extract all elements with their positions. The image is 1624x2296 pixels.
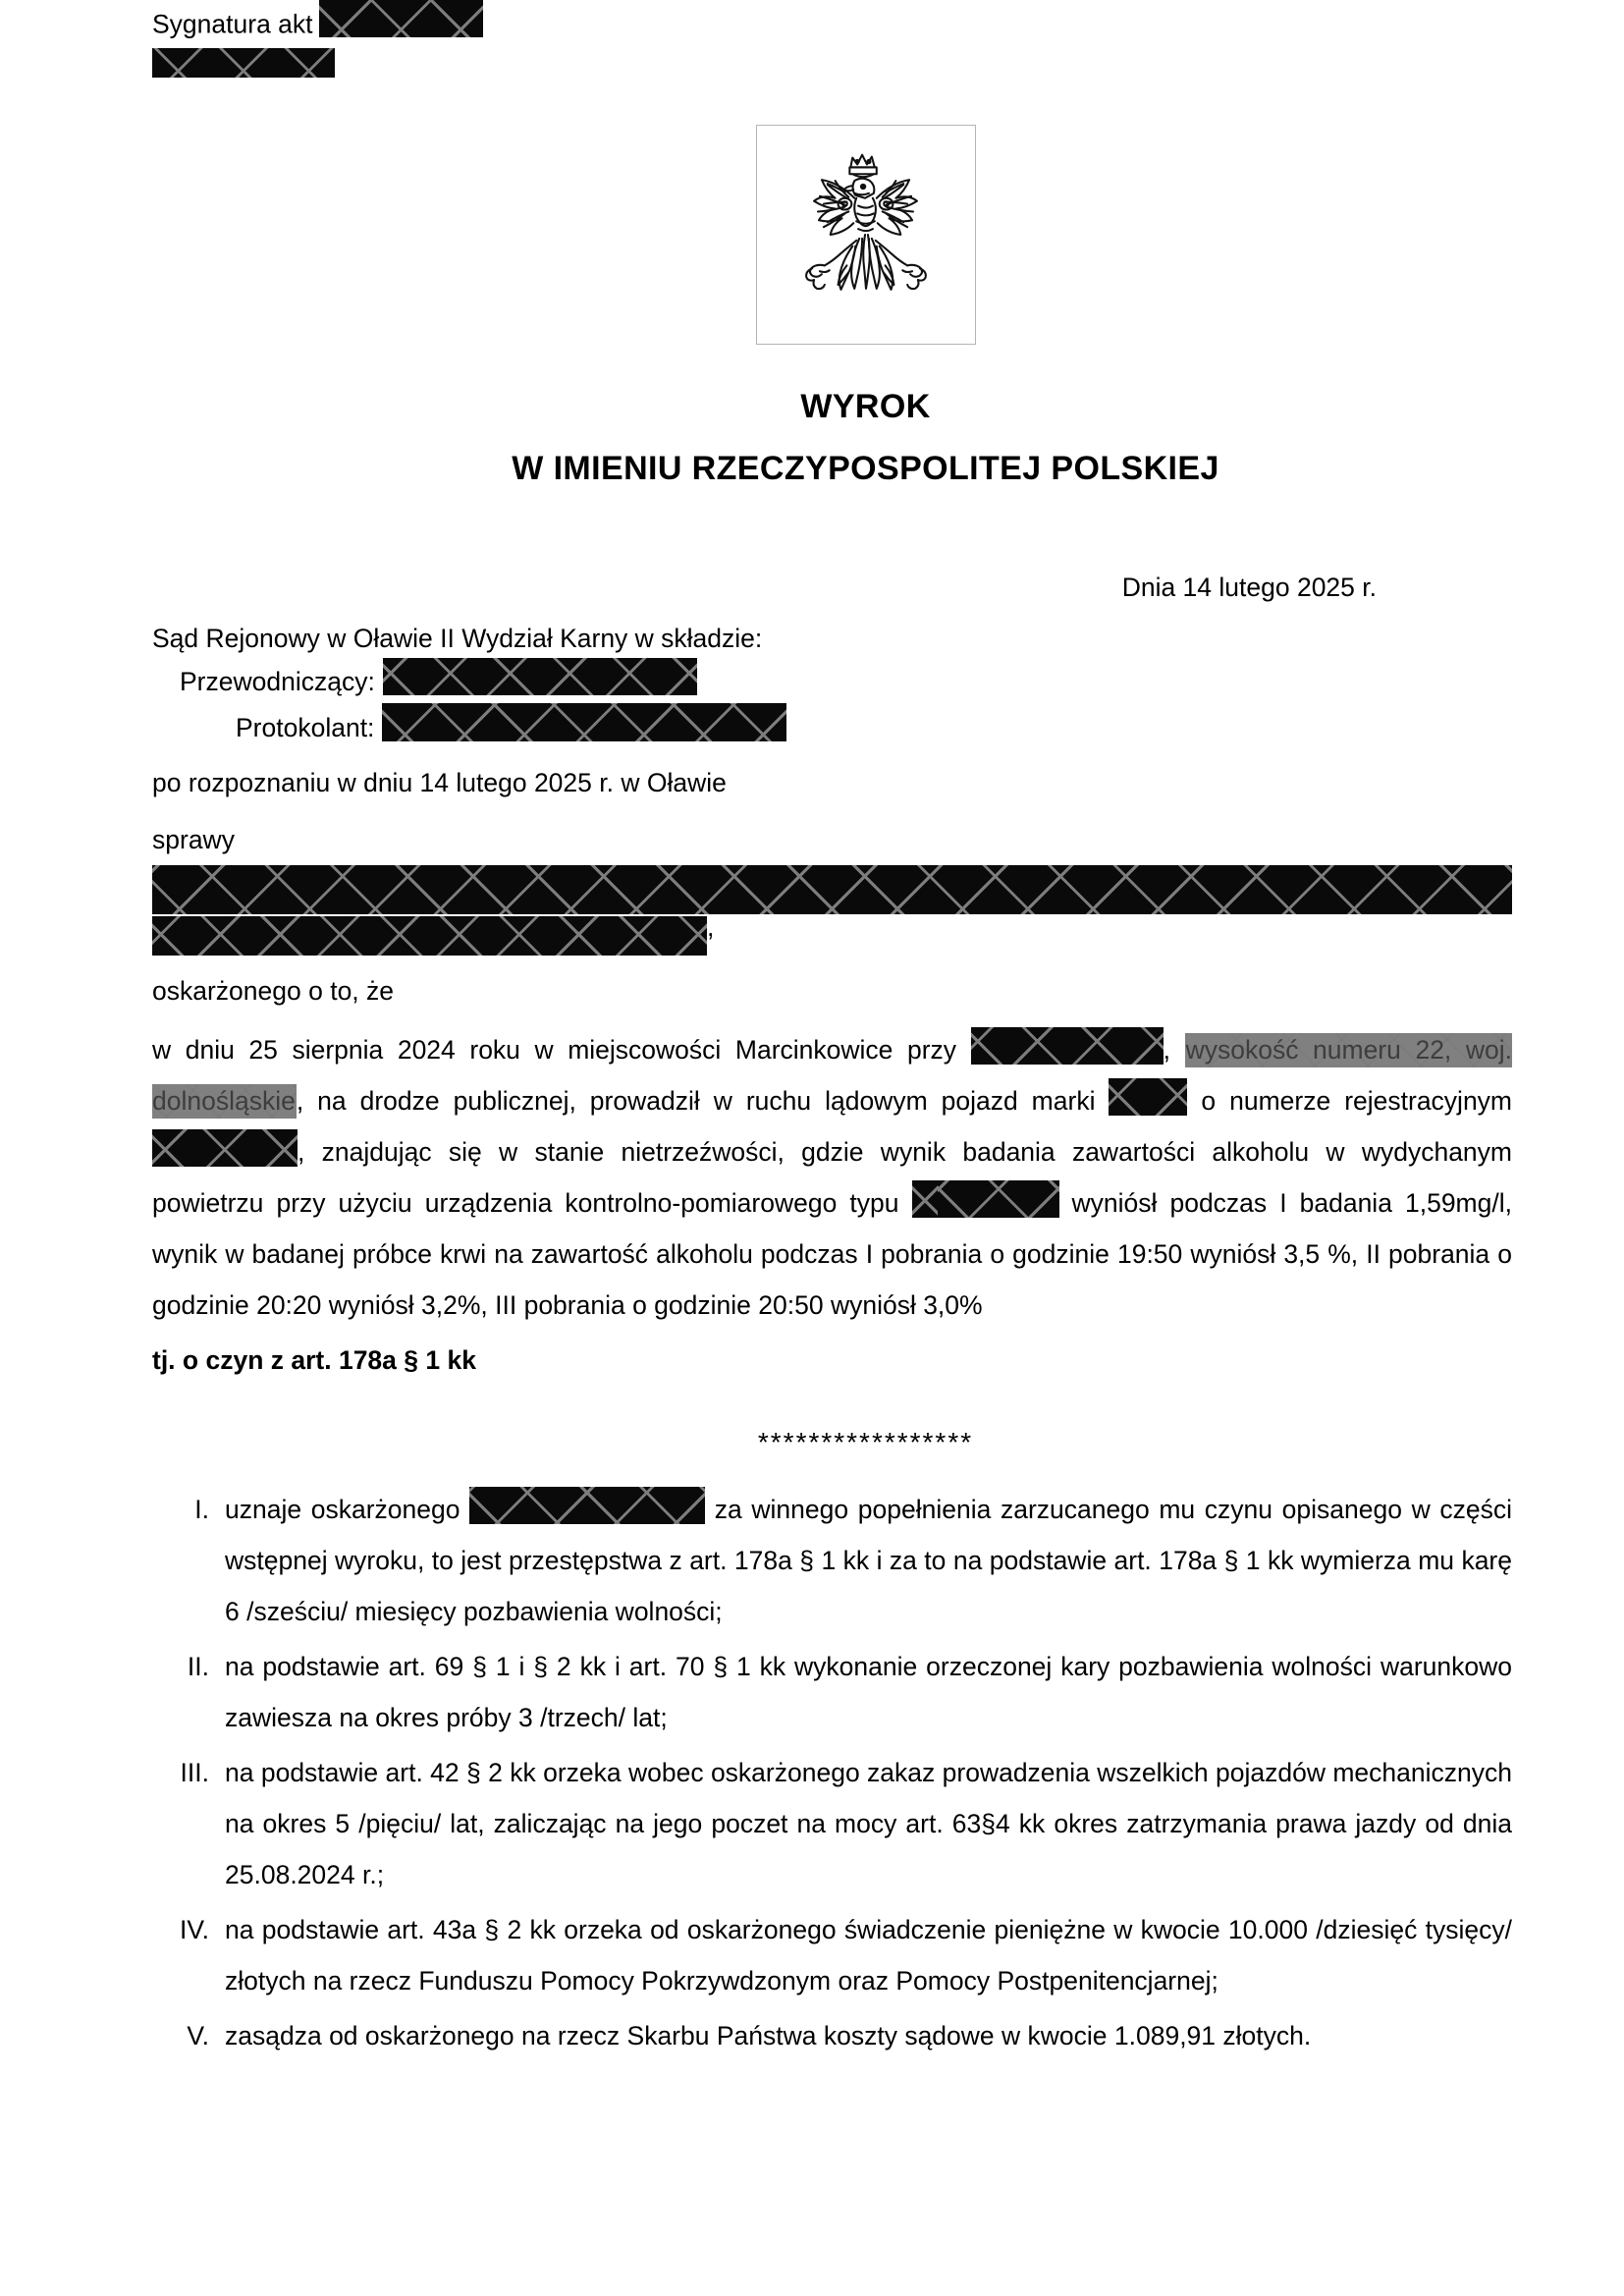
redaction-bar-party-line-2	[152, 916, 707, 956]
verdict-1-text-after: za winnego popełnienia zarzucanego mu czynu opisanego w części wstępnej wyroku, to jest przestępstwa z art. 178a § 1 kk i za to na podstawie art. 178a § 1 kk wymierza mu karę 6 /sześciu/ miesięcy pozbawienia wolności;	[225, 1495, 1512, 1627]
asterisk-divider: *****************	[757, 1427, 974, 1458]
document-content	[152, 0, 1512, 2065]
verdict-numeral: III.	[180, 1758, 209, 1788]
list-item	[152, 2010, 1512, 2061]
list-item	[152, 1641, 1512, 1743]
verdict-1-text-before: uznaje oskarżonego	[225, 1495, 470, 1525]
panel-role-label-clerk: Protokolant:	[236, 712, 375, 742]
file-reference-label: Sygnatura akt	[152, 9, 313, 39]
redaction-bar-presiding-judge	[383, 658, 697, 695]
verdict-numeral: V.	[187, 2021, 209, 2051]
emblem-container	[152, 125, 1512, 345]
panel-row-presiding	[152, 658, 1512, 704]
polish-eagle-icon	[770, 138, 962, 331]
redaction-bar-defendant-name	[469, 1487, 705, 1524]
charge-segment-6: wyniósł podczas I badania 1,59mg/l, wynik w badanej próbce krwi na zawartość alkoholu podczas I pobrania o godzinie 19:50 wyniósł 3,5 %, II pobrania o godzinie 20:20 wyniósł 3,2%, III pobrania o godzinie 20:50 wyniósł 3,0%	[152, 1188, 1512, 1321]
charge-segment-2: ,	[1163, 1035, 1185, 1066]
file-reference-line	[152, 0, 1512, 46]
list-item	[152, 1904, 1512, 2006]
redaction-bar-file-reference	[319, 0, 483, 37]
page-subtitle: W IMIENIU RZECZYPOSPOLITEJ POLSKIEJ	[512, 449, 1219, 487]
verdict-numeral: IV.	[180, 1915, 209, 1945]
charge-segment-1: w dniu 25 sierpnia 2024 roku w miejscowości Marcinkowice przy	[152, 1035, 971, 1066]
charge-segment-5: , znajdując się w stanie nietrzeźwości, gdzie wynik badania zawartości alkoholu w wydychanym powietrzu przy użyciu urządzenia kontrolno-pomiarowego typu	[152, 1137, 1512, 1219]
verdict-text: na podstawie art. 42 § 2 kk orzeka wobec oskarżonego zakaz prowadzenia wszelkich pojazdów mechanicznych na okres 5 /pięciu/ lat, zaliczając na jego poczet na mocy art. 63§4 kk okres zatrzymania prawa jazdy od dnia 25.08.2024 r.;	[225, 1758, 1512, 1890]
court-composition-line: Sąd Rejonowy w Oławie II Wydział Karny w składzie:	[152, 623, 763, 653]
emblem-box	[756, 125, 976, 345]
verdict-text: na podstawie art. 69 § 1 i § 2 kk i art. 70 § 1 kk wykonanie orzeczonej kary pozbawienia wolności warunkowo zawiesza na okres próby 3 /trzech/ lat;	[225, 1652, 1512, 1733]
redaction-bar-clerk	[382, 703, 786, 740]
verdict-text: na podstawie art. 43a § 2 kk orzeka od oskarżonego świadczenie pieniężne w kwocie 10.000 /dziesięć tysięcy/ złotych na rzecz Funduszu Pomocy Pokrzywdzonym oraz Pomocy Postpenitencjarnej;	[225, 1915, 1512, 1996]
hearing-line: po rozpoznaniu w dniu 14 lutego 2025 r. w Oławie	[152, 767, 727, 797]
redaction-bar-plate-number	[152, 1129, 298, 1167]
page-title: WYROK	[800, 387, 931, 425]
verdict-numeral: II.	[187, 1652, 209, 1682]
verdict-date: Dnia 14 lutego 2025 r.	[1121, 572, 1377, 602]
party-line-2-wrap	[152, 911, 1512, 957]
list-item	[152, 1484, 1512, 1637]
charge-paragraph	[152, 1024, 1512, 1331]
verdict-numeral: I.	[194, 1495, 209, 1525]
verdict-text	[225, 1484, 1512, 1637]
list-item	[152, 1747, 1512, 1900]
redaction-bar-party-line-1	[152, 865, 1512, 914]
verdict-list	[152, 1484, 1512, 2061]
panel-row-clerk	[152, 703, 1512, 749]
panel-role-label-presiding: Przewodniczący:	[180, 667, 375, 697]
legal-basis-line: tj. o czyn z art. 178a § 1 kk	[152, 1345, 476, 1376]
charge-segment-3: , na drodze publicznej, prowadził w ruchu lądowym pojazd marki	[296, 1086, 1110, 1117]
party-trailing-comma: ,	[707, 911, 715, 942]
highlighted-address-text: wysokość numeru 22, woj. dolnośląskie	[152, 1033, 1512, 1119]
accused-of-line: oskarżonego o to, że	[152, 976, 395, 1007]
verdict-text: zasądza od oskarżonego na rzecz Skarbu Państwa koszty sądowe w kwocie 1.089,91 złotych.	[225, 2021, 1312, 2051]
redaction-bar-device-type-b	[938, 1180, 1059, 1218]
redaction-bar-vehicle-make	[1109, 1078, 1187, 1116]
charge-segment-4: o numerze rejestracyjnym	[1187, 1086, 1513, 1117]
redaction-bar-file-reference-second-line	[152, 48, 335, 78]
redaction-bar-street	[971, 1027, 1164, 1065]
case-word: sprawy	[152, 824, 235, 854]
redaction-bar-device-type-a	[912, 1180, 938, 1218]
